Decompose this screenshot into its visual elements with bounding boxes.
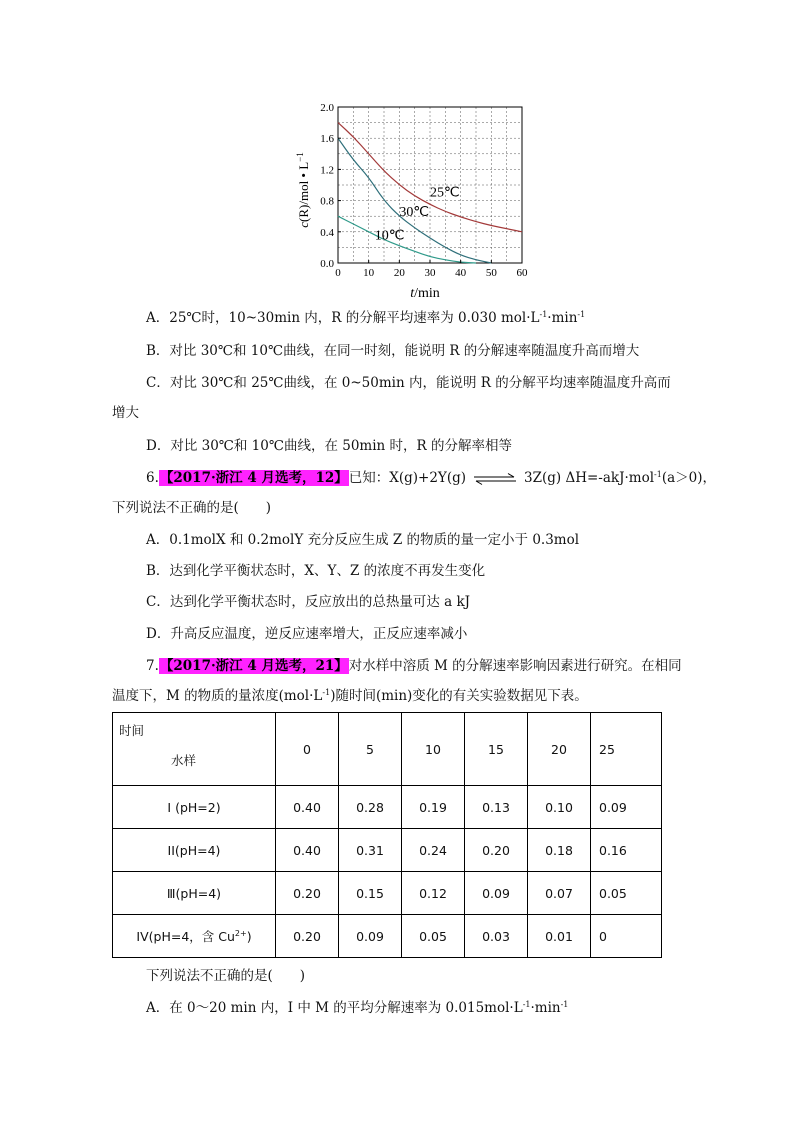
table-cell: 0 (591, 915, 662, 958)
table-cell: 0.40 (276, 786, 339, 829)
table-row (113, 786, 662, 829)
table-row (113, 915, 662, 958)
q6-option-d: D．升高反应温度，逆反应速率增大，正反应速率减小 (146, 626, 468, 642)
table-header-time: 5 (339, 713, 402, 786)
table-corner-header: 时间 水样 (113, 713, 276, 786)
q6-number: 6. (146, 470, 159, 486)
table-header-time: 0 (276, 713, 339, 786)
q5-option-c-line2: 增大 (112, 405, 139, 421)
x-tick-label: 10 (363, 267, 375, 279)
chart-x-axis-label: t/min (410, 286, 440, 301)
q7-data-table (112, 712, 662, 958)
q5-option-b: B．对比 30℃和 10℃曲线，在同一时刻，能说明 R 的分解速率随温度升高而增大 (146, 343, 640, 359)
table-cell: 0.03 (465, 915, 528, 958)
table-cell: 0.20 (276, 872, 339, 915)
table-header-time: 10 (402, 713, 465, 786)
table-header-time: 25 (591, 713, 662, 786)
table-row-label: IV(pH=4，含 $Cu^{2+}$) (113, 915, 276, 958)
table-cell: 0.31 (339, 829, 402, 872)
series-annotation: 30℃ (399, 205, 430, 221)
x-tick-label: 50 (485, 267, 497, 279)
y-tick-label: 2.0 (320, 102, 334, 114)
q6-option-a: A．0.1molX 和 0.2molY 充分反应生成 Z 的物质的量一定小于 0.3mol (146, 532, 580, 548)
concentration-time-chart (290, 95, 535, 305)
x-tick-label: 30 (424, 267, 436, 279)
q6-source-tag: 【2017·浙江 4 月选考，12】 (159, 470, 348, 486)
equilibrium-arrow-icon (472, 473, 518, 485)
table-cell: 0.20 (465, 829, 528, 872)
table-header-time: 15 (465, 713, 528, 786)
y-tick-label: 0.8 (320, 195, 334, 208)
table-cell: 0.15 (339, 872, 402, 915)
y-tick-label: 0.4 (320, 226, 334, 239)
y-tick-label: 1.6 (320, 133, 334, 146)
q7-source-tag: 【2017·浙江 4 月选考，21】 (159, 658, 348, 674)
x-tick-label: 40 (455, 267, 467, 279)
q6-option-c: C．达到化学平衡状态时，反应放出的总热量可达 a kJ (146, 594, 471, 610)
table-row-label: I (pH=2) (113, 786, 276, 829)
table-header-row (113, 713, 662, 786)
table-row (113, 872, 662, 915)
table-cell: 0.13 (465, 786, 528, 829)
table-cell: 0.24 (402, 829, 465, 872)
table-cell: 0.05 (402, 915, 465, 958)
q6-stem: 6.【2017·浙江 4 月选考，12】已知：X(g)+2Y(g) 3Z(g) ΔH=-akJ·mol$^{-1}$(a＞0)， (146, 470, 717, 486)
table-cell: 0.28 (339, 786, 402, 829)
q6-option-b: B．达到化学平衡状态时，X、Y、Z 的浓度不再发生变化 (146, 563, 486, 579)
table-cell: 0.09 (591, 786, 662, 829)
table-cell: 0.16 (591, 829, 662, 872)
x-tick-label: 0 (335, 267, 341, 279)
table-row (113, 829, 662, 872)
table-cell: 0.09 (339, 915, 402, 958)
q7-number: 7. (146, 658, 159, 674)
x-tick-label: 20 (393, 267, 405, 279)
q5-option-a: A．25℃时，10~30min 内，R 的分解平均速率为 0.030 $mol\cdot L^{-1}\cdot\min^{-1}$ (146, 310, 586, 326)
table-cell: 0.18 (528, 829, 591, 872)
table-cell: 0.12 (402, 872, 465, 915)
q5-option-c-line1: C．对比 30℃和 25℃曲线，在 0~50min 内，能说明 R 的分解平均速率随温度升高而 (146, 375, 671, 391)
table-row-label: Ⅲ(pH=4) (113, 872, 276, 915)
q5-option-d: D．对比 30℃和 10℃曲线，在 50min 时，R 的分解率相等 (146, 438, 512, 454)
x-tick-label: 60 (516, 267, 528, 279)
chart-annotations (375, 186, 460, 244)
table-cell: 0.01 (528, 915, 591, 958)
y-tick-label: 0.0 (320, 258, 334, 270)
series-annotation: 10℃ (374, 228, 405, 244)
table-header-time: 20 (528, 713, 591, 786)
chart-ticks (320, 102, 528, 279)
q7-prompt: 下列说法不正确的是( ) (146, 968, 306, 984)
table-cell: 0.19 (402, 786, 465, 829)
y-tick-label: 1.2 (320, 164, 334, 177)
q7-option-a: A．在 0～20 min 内，I 中 M 的平均分解速率为 $0.015mol\cdot L^{-1}\cdot\min^{-1}$ (146, 1000, 569, 1016)
table-cell: 0.09 (465, 872, 528, 915)
chart-y-axis-label: c(R)/mol • $L^{-1}$ (295, 152, 311, 228)
q6-prompt: 下列说法不正确的是( ) (112, 500, 272, 516)
series-annotation: 25℃ (430, 185, 460, 201)
table-cell: 0.40 (276, 829, 339, 872)
table-cell: 0.07 (528, 872, 591, 915)
table-cell: 0.20 (276, 915, 339, 958)
q7-stem-line2: 温度下，M 的物质的量浓度$(mol\cdot L^{-1})$随时间(min)变化的有关实验数据见下表。 (112, 688, 588, 704)
q7-stem: 7.【2017·浙江 4 月选考，21】对水样中溶质 M 的分解速率影响因素进行研究。在相同 (146, 658, 682, 674)
series-line-10℃ (338, 216, 476, 263)
table-cell: 0.05 (591, 872, 662, 915)
table-cell: 0.10 (528, 786, 591, 829)
table-row-label: II(pH=4) (113, 829, 276, 872)
